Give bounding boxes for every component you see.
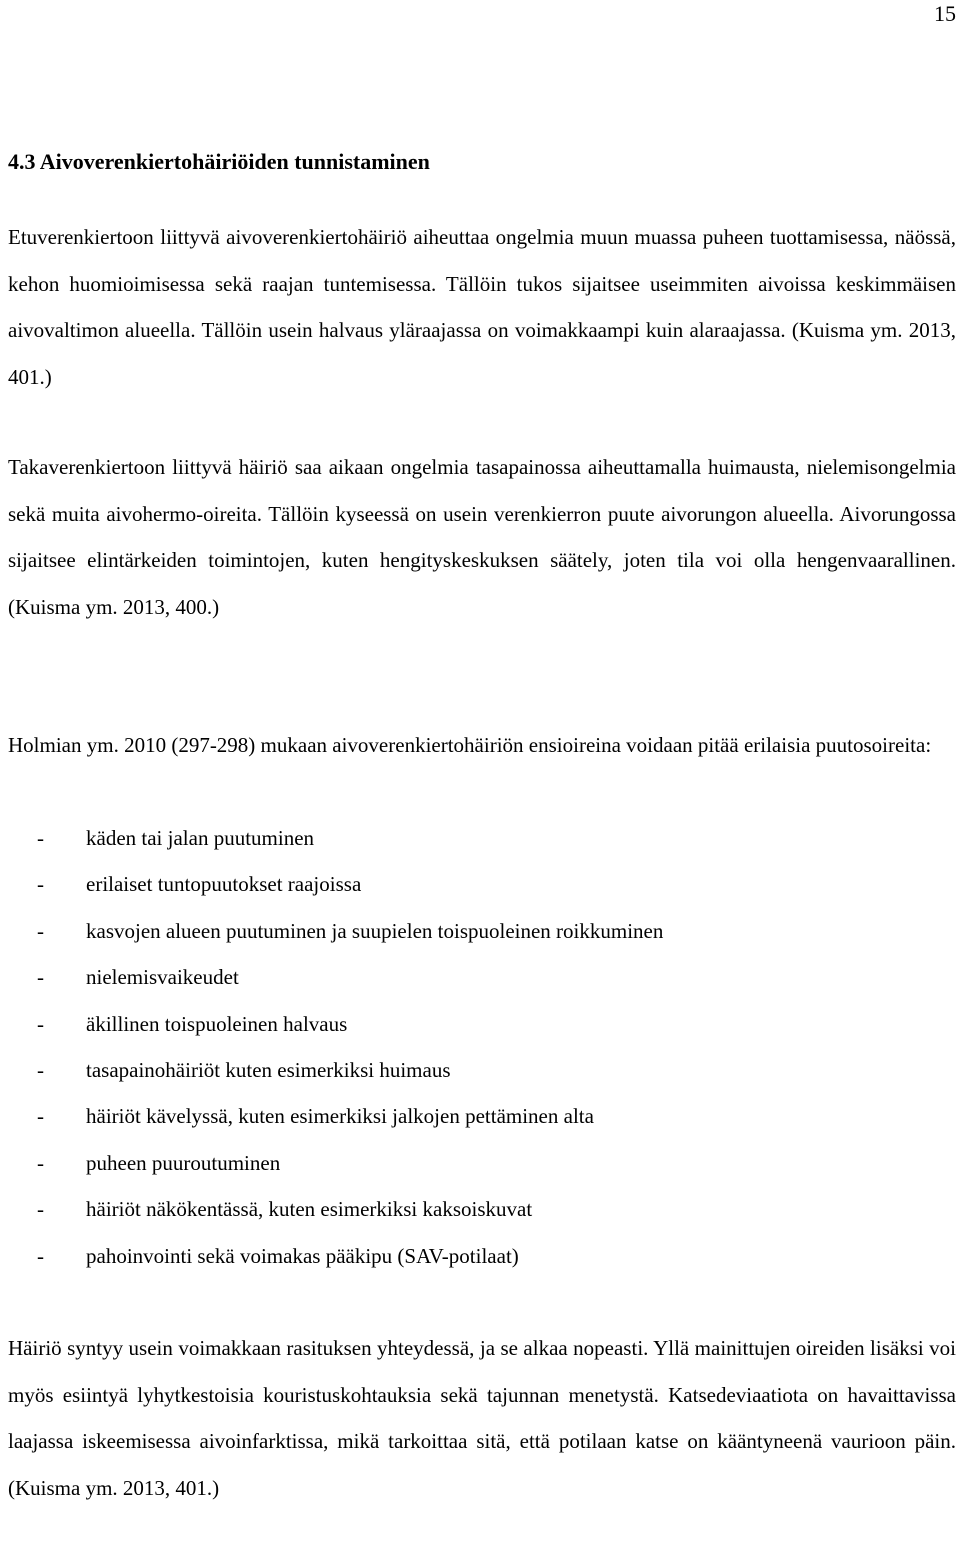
- paragraph-posterior-circulation: Takaverenkiertoon liittyvä häiriö saa aikaan ongelmia tasapainossa aiheuttamalla huimausta, nielemisongelmia sekä muita aivohermo-oireita. Tällöin kyseessä on usein verenkierron puute aivorungon alueella. Aivorungossa sijaitsee elintärkeiden toimintojen, kuten hengityskeskuksen säätely, joten tila voi olla hengenvaarallinen. (Kuisma ym. 2013, 400.): [8, 455, 956, 619]
- list-bullet: -: [37, 1150, 44, 1175]
- list-item: [8, 815, 948, 861]
- list-bullet: -: [37, 1057, 44, 1082]
- list-bullet: -: [37, 1197, 44, 1222]
- list-item: [8, 1233, 948, 1279]
- list-item: [8, 1001, 948, 1047]
- list-item-text: puheen puuroutuminen: [86, 1150, 281, 1175]
- page-number: 15: [934, 1, 956, 26]
- list-item: [8, 954, 948, 1000]
- list-item: [8, 861, 948, 907]
- list-bullet: -: [37, 1011, 44, 1036]
- list-bullet: -: [37, 1104, 44, 1129]
- list-item-text: käden tai jalan puutuminen: [86, 826, 315, 850]
- list-item: [8, 908, 948, 954]
- list-bullet: -: [37, 918, 44, 943]
- list-bullet: -: [37, 826, 44, 850]
- paragraph-anterior-circulation: Etuverenkiertoon liittyvä aivoverenkiertohäiriö aiheuttaa ongelmia muun muassa puheen tuottamisessa, näössä, kehon huomioimisessa sekä raajan tuntemisessa. Tällöin tukos sijaitsee useimmiten aivoissa keskimmäisen aivovaltimon alueella. Tällöin usein halvaus yläraajassa on voimakkaampi kuin alaraajassa. (Kuisma ym. 2013, 401.): [8, 225, 956, 389]
- list-bullet: -: [37, 1243, 44, 1268]
- list-item-text: häiriöt kävelyssä, kuten esimerkiksi jalkojen pettäminen alta: [86, 1104, 594, 1129]
- section-heading: 4.3 Aivoverenkiertohäiriöiden tunnistaminen: [8, 149, 430, 174]
- list-item-text: kasvojen alueen puutuminen ja suupielen toispuoleinen roikkuminen: [86, 918, 664, 943]
- list-item-text: nielemisvaikeudet: [86, 965, 239, 990]
- list-item-text: pahoinvointi sekä voimakas pääkipu (SAV-potilaat): [86, 1243, 519, 1268]
- list-item: [8, 1140, 948, 1186]
- paragraph-onset-and-additional-symptoms: Häiriö syntyy usein voimakkaan rasituksen yhteydessä, ja se alkaa nopeasti. Yllä mainittujen oireiden lisäksi voi myös esiintyä lyhytkestoisia kouristuskohtauksia sekä tajunnan menetystä. Katsedeviaatiota on havaittavissa laajassa iskeemisessa aivoinfarktissa, mikä tarkoittaa sitä, että potilaan katse on kääntyneenä vaurioon päin. (Kuisma ym. 2013, 401.): [8, 1336, 956, 1500]
- list-item-text: häiriöt näkökentässä, kuten esimerkiksi kaksoiskuvat: [86, 1197, 533, 1222]
- paragraph-first-symptoms-intro: Holmian ym. 2010 (297-298) mukaan aivoverenkiertohäiriön ensioireina voidaan pitää erilaisia puutosoireita:: [8, 733, 932, 757]
- list-item: [8, 1186, 948, 1232]
- list-item: [8, 1047, 948, 1093]
- list-item-text: tasapainohäiriöt kuten esimerkiksi huimaus: [86, 1057, 451, 1082]
- list-item-text: äkillinen toispuoleinen halvaus: [86, 1011, 348, 1036]
- list-bullet: -: [37, 872, 44, 897]
- list-bullet: -: [37, 965, 44, 990]
- list-item: [8, 1093, 948, 1139]
- symptom-list: [8, 815, 948, 1279]
- list-item-text: erilaiset tuntopuutokset raajoissa: [86, 872, 362, 897]
